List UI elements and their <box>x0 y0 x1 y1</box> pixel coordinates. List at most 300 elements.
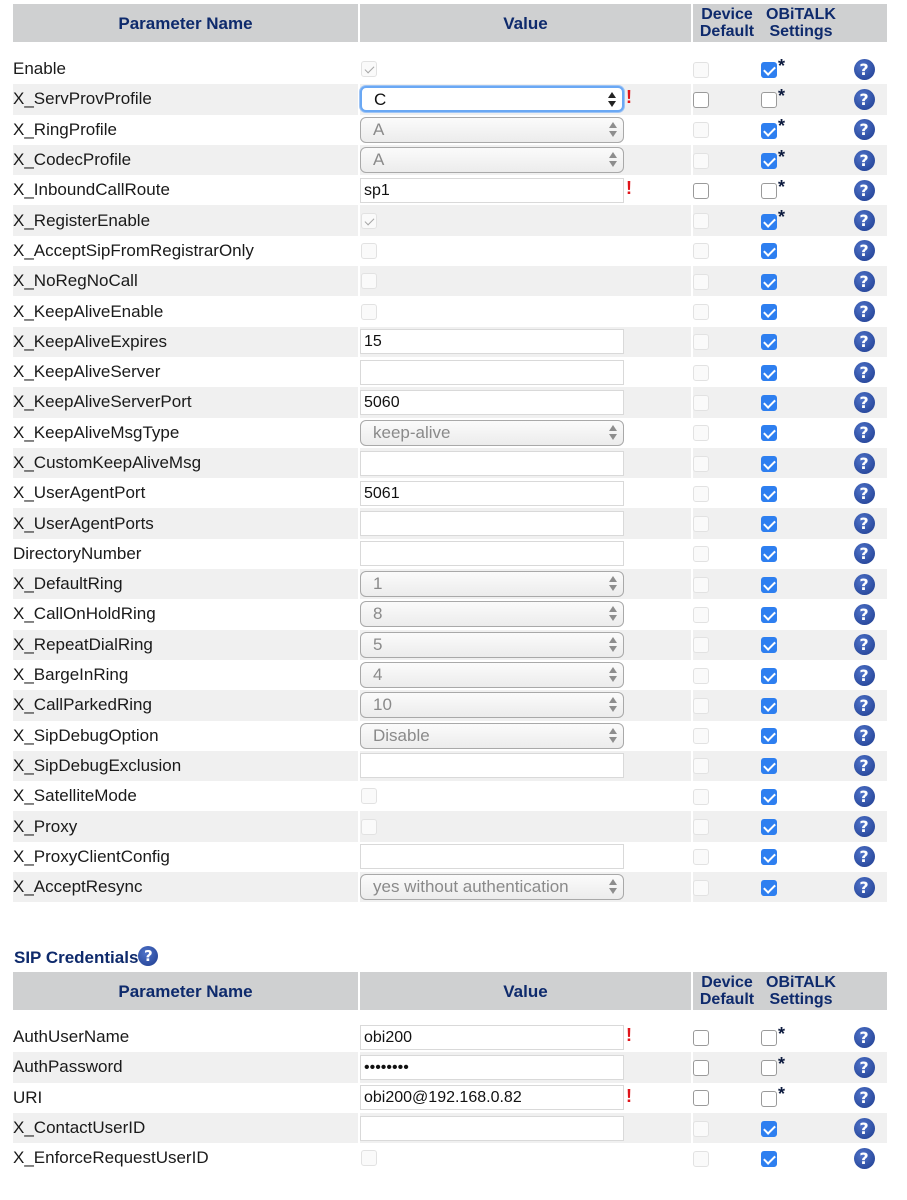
value-text-input[interactable] <box>360 360 624 385</box>
table-row <box>13 872 887 902</box>
value-cell <box>360 660 691 690</box>
select-value: A <box>373 119 385 139</box>
select-value: Disable <box>373 725 430 745</box>
device-default-cell <box>693 508 761 538</box>
section-title-text: SIP Credentials <box>14 948 139 967</box>
header-help <box>841 4 887 42</box>
obitalk-settings-checkbox[interactable] <box>761 92 777 108</box>
select-value: 5 <box>373 634 383 654</box>
value-select[interactable] <box>360 571 624 597</box>
help-icon[interactable]: ? <box>854 1057 875 1078</box>
device-default-cell <box>693 690 761 720</box>
parameter-name: X_KeepAliveServerPort <box>13 387 358 417</box>
device-default-cell <box>693 1143 761 1173</box>
table-row <box>13 266 887 296</box>
parameter-name: X_CustomKeepAliveMsg <box>13 448 358 478</box>
obitalk-settings-checkbox[interactable] <box>761 365 777 381</box>
obitalk-settings-checkbox[interactable] <box>761 1151 777 1167</box>
device-default-checkbox[interactable] <box>693 243 709 259</box>
table-row <box>13 539 887 569</box>
obitalk-settings-checkbox[interactable] <box>761 425 777 441</box>
select-value: keep-alive <box>373 422 451 442</box>
obitalk-settings-checkbox[interactable] <box>761 516 777 532</box>
device-default-checkbox[interactable] <box>693 92 709 108</box>
parameters-table <box>13 4 887 902</box>
obitalk-settings-checkbox[interactable] <box>761 546 777 562</box>
device-default-cell <box>693 1022 761 1052</box>
obitalk-settings-checkbox[interactable] <box>761 577 777 593</box>
value-select[interactable] <box>360 147 624 173</box>
device-default-checkbox[interactable] <box>693 728 709 744</box>
device-default-checkbox[interactable] <box>693 213 709 229</box>
help-cell <box>841 478 887 508</box>
obitalk-settings-cell <box>761 1113 841 1143</box>
select-arrows-icon <box>608 605 618 623</box>
help-icon[interactable]: ? <box>854 695 875 716</box>
value-checkbox[interactable] <box>361 304 377 320</box>
table-row <box>13 145 887 175</box>
table-row <box>13 296 887 326</box>
obitalk-settings-cell <box>761 1143 841 1173</box>
obitalk-settings-checkbox[interactable] <box>761 728 777 744</box>
help-cell <box>841 418 887 448</box>
required-icon: ! <box>626 87 632 108</box>
value-cell <box>360 115 691 145</box>
help-cell <box>841 145 887 175</box>
obitalk-settings-cell <box>761 569 841 599</box>
asterisk-icon: * <box>778 55 786 76</box>
device-default-cell <box>693 539 761 569</box>
device-default-cell <box>693 115 761 145</box>
device-default-checkbox[interactable] <box>693 304 709 320</box>
obitalk-settings-cell <box>761 1083 841 1113</box>
device-default-checkbox[interactable] <box>693 1121 709 1137</box>
obitalk-settings-cell <box>761 327 841 357</box>
obitalk-settings-checkbox[interactable] <box>761 668 777 684</box>
obitalk-settings-checkbox[interactable] <box>761 486 777 502</box>
required-icon: ! <box>626 1025 632 1046</box>
device-default-cell <box>693 145 761 175</box>
select-arrows-icon <box>608 696 618 714</box>
value-text-input[interactable] <box>360 541 624 566</box>
parameter-name: X_BargeInRing <box>13 665 129 685</box>
table-row <box>13 84 887 114</box>
parameter-name: X_UserAgentPorts <box>13 508 358 538</box>
value-cell <box>360 84 691 114</box>
value-checkbox[interactable] <box>361 213 377 229</box>
value-checkbox[interactable] <box>361 243 377 259</box>
select-value: C <box>374 90 387 110</box>
value-text-input[interactable]: obi200 <box>360 1025 624 1050</box>
help-icon[interactable]: ? <box>854 180 875 201</box>
table-row <box>13 1113 887 1143</box>
value-text-input[interactable]: 15 <box>360 329 624 354</box>
value-text-input[interactable]: •••••••• <box>360 1055 624 1080</box>
help-cell <box>841 357 887 387</box>
help-icon[interactable]: ? <box>854 271 875 292</box>
header-device-default: Device Default <box>693 972 761 1010</box>
value-select[interactable] <box>360 692 624 718</box>
help-cell <box>841 1052 887 1082</box>
value-text-input[interactable] <box>360 844 624 869</box>
obitalk-settings-checkbox[interactable] <box>761 1060 777 1076</box>
parameter-name: X_CallOnHoldRing <box>13 604 156 624</box>
obitalk-settings-cell <box>761 1052 841 1082</box>
device-default-checkbox[interactable] <box>693 395 709 411</box>
obitalk-settings-cell <box>761 478 841 508</box>
value-cell <box>360 1143 691 1173</box>
table-row <box>13 1022 887 1052</box>
device-default-checkbox[interactable] <box>693 849 709 865</box>
device-default-checkbox[interactable] <box>693 425 709 441</box>
obitalk-settings-cell <box>761 660 841 690</box>
obitalk-settings-cell <box>761 54 841 84</box>
value-checkbox[interactable] <box>361 819 377 835</box>
help-cell <box>841 1113 887 1143</box>
parameter-name: X_ServProvProfile <box>13 84 358 114</box>
value-cell <box>360 478 691 508</box>
obitalk-settings-cell <box>761 1022 841 1052</box>
value-checkbox[interactable] <box>361 1150 377 1166</box>
parameter-name: X_KeepAliveExpires <box>13 327 358 357</box>
select-arrows-icon <box>608 878 618 896</box>
table-row <box>13 630 887 660</box>
help-cell <box>841 205 887 235</box>
help-cell <box>841 175 887 205</box>
help-icon[interactable]: ? <box>854 240 875 261</box>
table-row <box>13 751 887 781</box>
obitalk-settings-checkbox[interactable] <box>761 456 777 472</box>
parameter-name: X_AcceptSipFromRegistrarOnly <box>13 240 254 260</box>
help-icon[interactable]: ? <box>854 210 875 231</box>
device-default-checkbox[interactable] <box>693 516 709 532</box>
value-text-input[interactable] <box>360 753 624 778</box>
help-icon[interactable]: ? <box>854 362 875 383</box>
value-cell <box>360 1052 691 1082</box>
help-icon[interactable]: ? <box>854 816 875 837</box>
parameter-name: X_SipDebugExclusion <box>13 751 358 781</box>
help-icon[interactable]: ? <box>854 574 875 595</box>
value-select[interactable] <box>360 117 624 143</box>
device-default-checkbox[interactable] <box>693 1090 709 1106</box>
select-arrows-icon <box>608 121 618 139</box>
device-default-cell <box>693 660 761 690</box>
asterisk-icon: * <box>778 176 786 197</box>
parameter-name: X_CallParkedRing <box>13 690 358 720</box>
obitalk-settings-checkbox[interactable] <box>761 789 777 805</box>
help-cell <box>841 690 887 720</box>
parameter-name: X_CodecProfile <box>13 145 358 175</box>
help-cell <box>841 811 887 841</box>
table-row <box>13 842 887 872</box>
asterisk-icon: * <box>778 1023 786 1044</box>
obitalk-settings-checkbox[interactable] <box>761 123 777 139</box>
help-icon[interactable]: ? <box>854 453 875 474</box>
obitalk-settings-checkbox[interactable] <box>761 880 777 896</box>
value-checkbox[interactable] <box>361 788 377 804</box>
select-value: yes without authentication <box>373 877 569 897</box>
help-icon[interactable]: ? <box>138 946 158 966</box>
help-icon[interactable]: ? <box>854 150 875 171</box>
help-cell <box>841 751 887 781</box>
device-default-cell <box>693 1052 761 1082</box>
table-row <box>13 236 887 266</box>
obitalk-settings-checkbox[interactable] <box>761 819 777 835</box>
obitalk-settings-cell <box>761 175 841 205</box>
help-cell <box>841 84 887 114</box>
parameter-name: X_RepeatDialRing <box>13 630 358 660</box>
obitalk-settings-cell <box>761 630 841 660</box>
asterisk-icon: * <box>778 146 786 167</box>
select-value: A <box>373 150 385 170</box>
help-cell <box>841 266 887 296</box>
table-row <box>13 690 887 720</box>
header-help <box>841 972 887 1010</box>
asterisk-icon: * <box>778 1053 786 1074</box>
help-icon[interactable]: ? <box>854 119 875 140</box>
value-cell <box>360 327 691 357</box>
select-arrows-icon <box>608 636 618 654</box>
device-default-cell <box>693 1083 761 1113</box>
parameter-name: AuthPassword <box>13 1052 358 1082</box>
device-default-checkbox[interactable] <box>693 577 709 593</box>
obitalk-settings-cell <box>761 236 841 266</box>
obitalk-settings-cell <box>761 357 841 387</box>
table-row <box>13 357 887 387</box>
device-default-cell <box>693 266 761 296</box>
value-select[interactable] <box>360 420 624 446</box>
obitalk-settings-checkbox[interactable] <box>761 304 777 320</box>
help-icon[interactable]: ? <box>854 1087 875 1108</box>
parameter-name: X_RingProfile <box>13 119 117 139</box>
device-default-checkbox[interactable] <box>693 183 709 199</box>
device-default-checkbox[interactable] <box>693 456 709 472</box>
obitalk-settings-cell <box>761 872 841 902</box>
help-icon[interactable]: ? <box>854 89 875 110</box>
help-cell <box>841 569 887 599</box>
parameter-name: X_SatelliteMode <box>13 786 137 806</box>
help-icon[interactable]: ? <box>854 725 875 746</box>
value-cell <box>360 781 691 811</box>
help-icon[interactable]: ? <box>854 755 875 776</box>
value-cell <box>360 630 691 660</box>
help-cell <box>841 236 887 266</box>
obitalk-settings-cell <box>761 842 841 872</box>
device-default-cell <box>693 327 761 357</box>
table-row <box>13 811 887 841</box>
value-cell <box>360 539 691 569</box>
device-default-checkbox[interactable] <box>693 880 709 896</box>
value-text-input[interactable] <box>360 511 624 536</box>
table-row <box>13 1083 887 1113</box>
value-text-input[interactable]: 5061 <box>360 481 624 506</box>
asterisk-icon: * <box>778 207 786 228</box>
help-icon[interactable]: ? <box>854 483 875 504</box>
table-row <box>13 478 887 508</box>
obitalk-settings-cell <box>761 205 841 235</box>
value-cell <box>360 357 691 387</box>
obitalk-settings-checkbox[interactable] <box>761 607 777 623</box>
help-icon[interactable]: ? <box>854 604 875 625</box>
value-select[interactable] <box>360 662 624 688</box>
device-default-checkbox[interactable] <box>693 1060 709 1076</box>
header-value: Value <box>360 4 691 42</box>
parameter-name: URI <box>13 1087 43 1107</box>
obitalk-settings-cell <box>761 721 841 751</box>
help-cell <box>841 721 887 751</box>
value-checkbox[interactable] <box>361 61 377 77</box>
device-default-cell <box>693 175 761 205</box>
help-icon[interactable]: ? <box>854 1148 875 1169</box>
obitalk-settings-cell <box>761 418 841 448</box>
obitalk-settings-checkbox[interactable] <box>761 698 777 714</box>
obitalk-settings-cell <box>761 781 841 811</box>
value-checkbox[interactable] <box>361 273 377 289</box>
obitalk-settings-cell <box>761 539 841 569</box>
device-default-checkbox[interactable] <box>693 607 709 623</box>
value-cell <box>360 1022 691 1052</box>
value-select[interactable] <box>360 874 624 900</box>
obitalk-settings-checkbox[interactable] <box>761 243 777 259</box>
value-cell <box>360 296 691 326</box>
help-icon[interactable]: ? <box>854 786 875 807</box>
device-default-cell <box>693 84 761 114</box>
obitalk-settings-checkbox[interactable] <box>761 334 777 350</box>
obitalk-settings-checkbox[interactable] <box>761 849 777 865</box>
parameter-name: X_AcceptResync <box>13 872 358 902</box>
device-default-cell <box>693 1113 761 1143</box>
device-default-cell <box>693 205 761 235</box>
help-icon[interactable]: ? <box>854 634 875 655</box>
sip-credentials-body <box>13 1022 887 1173</box>
device-default-checkbox[interactable] <box>693 758 709 774</box>
help-icon[interactable]: ? <box>854 846 875 867</box>
device-default-checkbox[interactable] <box>693 698 709 714</box>
help-cell <box>841 1143 887 1173</box>
asterisk-icon: * <box>778 116 786 137</box>
device-default-cell <box>693 478 761 508</box>
device-default-cell <box>693 781 761 811</box>
parameter-name: X_DefaultRing <box>13 569 358 599</box>
table-row <box>13 205 887 235</box>
value-text-input[interactable] <box>360 451 624 476</box>
select-arrows-icon <box>608 575 618 593</box>
value-text-input[interactable]: 5060 <box>360 390 624 415</box>
value-select[interactable] <box>360 601 624 627</box>
obitalk-settings-checkbox[interactable] <box>761 395 777 411</box>
obitalk-settings-checkbox[interactable] <box>761 214 777 230</box>
obitalk-settings-checkbox[interactable] <box>761 62 777 78</box>
device-default-checkbox[interactable] <box>693 819 709 835</box>
help-icon[interactable]: ? <box>854 877 875 898</box>
value-cell <box>360 1113 691 1143</box>
device-default-checkbox[interactable] <box>693 62 709 78</box>
parameter-name: X_KeepAliveMsgType <box>13 422 180 442</box>
obitalk-settings-checkbox[interactable] <box>761 1030 777 1046</box>
value-cell <box>360 418 691 448</box>
help-icon[interactable]: ? <box>854 1118 875 1139</box>
value-select[interactable] <box>360 723 624 749</box>
help-icon[interactable]: ? <box>854 59 875 80</box>
obitalk-settings-checkbox[interactable] <box>761 153 777 169</box>
select-arrows-icon <box>608 151 618 169</box>
help-icon[interactable]: ? <box>854 422 875 443</box>
device-default-cell <box>693 842 761 872</box>
device-default-checkbox[interactable] <box>693 122 709 138</box>
value-select[interactable] <box>360 632 624 658</box>
table-row <box>13 721 887 751</box>
value-select[interactable] <box>360 86 624 112</box>
table-row <box>13 327 887 357</box>
obitalk-settings-cell <box>761 387 841 417</box>
device-default-checkbox[interactable] <box>693 1151 709 1167</box>
parameter-name: X_KeepAliveServer <box>13 362 161 382</box>
value-cell <box>360 811 691 841</box>
obitalk-settings-cell <box>761 690 841 720</box>
parameter-name: X_KeepAliveEnable <box>13 301 164 321</box>
table-row <box>13 599 887 629</box>
value-cell <box>360 145 691 175</box>
device-default-checkbox[interactable] <box>693 668 709 684</box>
device-default-cell <box>693 236 761 266</box>
device-default-checkbox[interactable] <box>693 1030 709 1046</box>
obitalk-settings-cell <box>761 296 841 326</box>
obitalk-settings-checkbox[interactable] <box>761 1091 777 1107</box>
device-default-checkbox[interactable] <box>693 486 709 502</box>
device-default-checkbox[interactable] <box>693 153 709 169</box>
parameter-name: X_UserAgentPort <box>13 483 146 503</box>
table-row <box>13 569 887 599</box>
obitalk-settings-checkbox[interactable] <box>761 758 777 774</box>
device-default-checkbox[interactable] <box>693 546 709 562</box>
help-icon[interactable]: ? <box>854 331 875 352</box>
help-icon[interactable]: ? <box>854 301 875 322</box>
required-icon: ! <box>626 1085 632 1106</box>
device-default-checkbox[interactable] <box>693 365 709 381</box>
help-icon[interactable]: ? <box>854 513 875 534</box>
device-default-checkbox[interactable] <box>693 789 709 805</box>
parameter-name: X_Proxy <box>13 811 358 841</box>
value-text-input[interactable]: obi200@192.168.0.82 <box>360 1085 624 1110</box>
obitalk-settings-cell <box>761 751 841 781</box>
help-icon[interactable]: ? <box>854 543 875 564</box>
obitalk-settings-checkbox[interactable] <box>761 183 777 199</box>
obitalk-settings-checkbox[interactable] <box>761 1121 777 1137</box>
obitalk-settings-checkbox[interactable] <box>761 637 777 653</box>
value-cell <box>360 236 691 266</box>
device-default-checkbox[interactable] <box>693 637 709 653</box>
device-default-cell <box>693 387 761 417</box>
table-row <box>13 54 887 84</box>
obitalk-settings-checkbox[interactable] <box>761 274 777 290</box>
parameter-name: X_SipDebugOption <box>13 725 159 745</box>
obitalk-settings-cell <box>761 145 841 175</box>
help-icon[interactable]: ? <box>854 392 875 413</box>
header-parameter-name: Parameter Name <box>13 4 358 42</box>
device-default-checkbox[interactable] <box>693 334 709 350</box>
help-cell <box>841 1022 887 1052</box>
parameter-name: X_NoRegNoCall <box>13 266 358 296</box>
asterisk-icon: * <box>778 1084 786 1105</box>
help-icon[interactable]: ? <box>854 665 875 686</box>
help-icon[interactable]: ? <box>854 1027 875 1048</box>
help-cell <box>841 842 887 872</box>
device-default-checkbox[interactable] <box>693 274 709 290</box>
help-cell <box>841 599 887 629</box>
value-text-input[interactable] <box>360 1116 624 1141</box>
value-text-input[interactable]: sp1 <box>360 178 624 203</box>
sip-credentials-title <box>14 948 158 969</box>
